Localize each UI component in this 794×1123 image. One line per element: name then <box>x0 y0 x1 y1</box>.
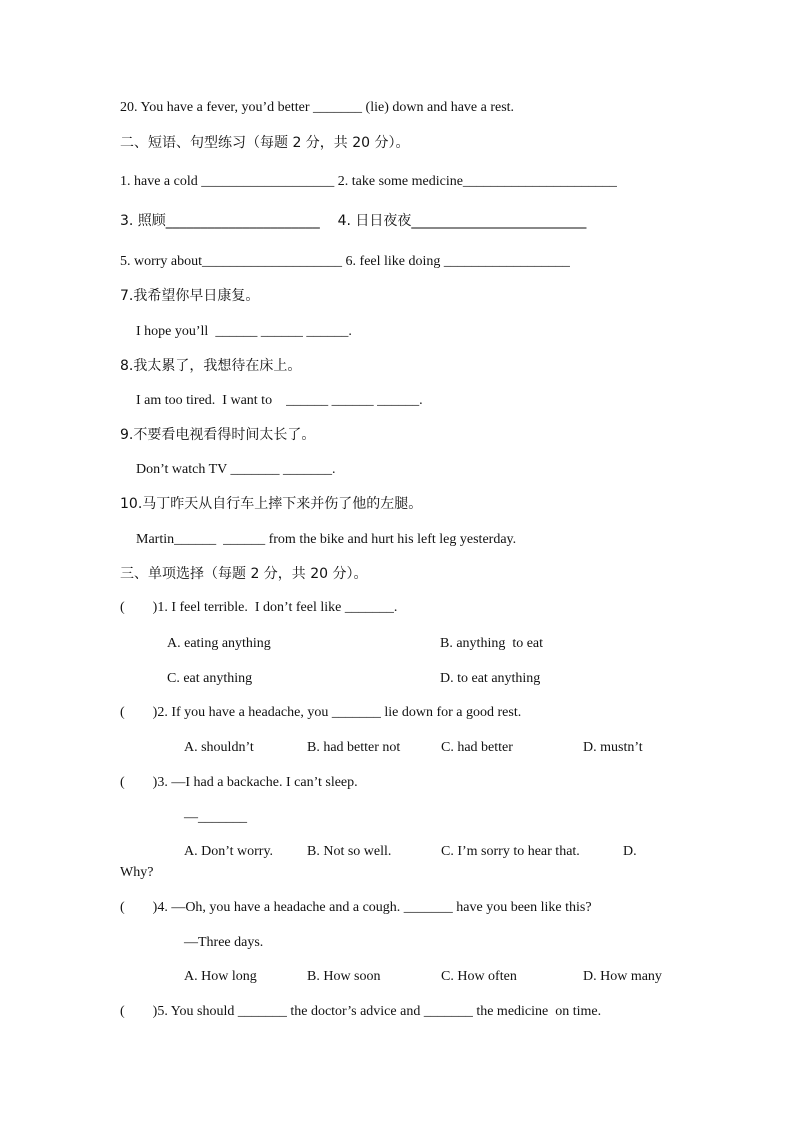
q9-chinese: 9.不要看电视看得时间太长了。 <box>120 427 316 443</box>
q8-english: I am too tired. I want to ______ ______ ______. <box>136 393 423 408</box>
mc-q2-option-d: D. mustn’t <box>583 740 643 755</box>
mc-q4-stem: ( )4. —Oh, you have a headache and a cough. _______ have you been like this? <box>120 900 592 915</box>
mc-q3-option-d-continued: Why? <box>120 865 154 880</box>
mc-q1-option-d: D. to eat anything <box>440 671 541 686</box>
phrase-row-3: 5. worry about____________________ 6. feel like doing __________________ <box>120 254 570 269</box>
q9-english: Don’t watch TV _______ _______. <box>136 462 336 477</box>
mc-q2-option-a: A. shouldn’t <box>184 740 254 755</box>
mc-q4-option-b: B. How soon <box>307 969 381 984</box>
mc-q1-stem: ( )1. I feel terrible. I don’t feel like _______. <box>120 600 398 615</box>
section-3-heading: 三、单项选择（每题 2 分，共 20 分）。 <box>120 566 368 582</box>
q7-chinese: 7.我希望你早日康复。 <box>120 288 260 304</box>
mc-q2-option-b: B. had better not <box>307 740 401 755</box>
mc-q4-option-d: D. How many <box>583 969 662 984</box>
mc-q4-option-c: C. How often <box>441 969 517 984</box>
mc-q3-option-c: C. I’m sorry to hear that. <box>441 844 580 859</box>
section-2-heading: 二、短语、句型练习（每题 2 分，共 20 分）。 <box>120 135 410 151</box>
mc-q4-reply: —Three days. <box>184 935 264 950</box>
phrase-row-1: 1. have a cold ___________________ 2. take some medicine______________________ <box>120 174 617 189</box>
mc-q5-stem: ( )5. You should _______ the doctor’s advice and _______ the medicine on time. <box>120 1004 602 1019</box>
mc-q3-option-b: B. Not so well. <box>307 844 392 859</box>
mc-q4-option-a: A. How long <box>184 969 257 984</box>
mc-q3-option-d: D. <box>623 844 637 859</box>
mc-q3-option-a: A. Don’t worry. <box>184 844 274 859</box>
mc-q1-option-a: A. eating anything <box>167 636 271 651</box>
q10-english: Martin______ ______ from the bike and hurt his left leg yesterday. <box>136 532 517 547</box>
q10-chinese: 10.马丁昨天从自行车上摔下来并伤了他的左腿。 <box>120 496 423 512</box>
phrase-row-2: 3. 照顾______________________ 4. 日日夜夜_________________________ <box>120 213 587 229</box>
mc-q2-stem: ( )2. If you have a headache, you _______ lie down for a good rest. <box>120 705 522 720</box>
question-20: 20. You have a fever, you’d better _______ (lie) down and have a rest. <box>120 100 515 115</box>
mc-q1-option-b: B. anything to eat <box>440 636 544 651</box>
mc-q3-reply: —_______ <box>184 810 247 825</box>
mc-q2-option-c: C. had better <box>441 740 513 755</box>
q8-chinese: 8.我太累了，我想待在床上。 <box>120 358 302 374</box>
mc-q1-option-c: C. eat anything <box>167 671 253 686</box>
q7-english: I hope you’ll ______ ______ ______. <box>136 324 352 339</box>
mc-q3-stem: ( )3. —I had a backache. I can’t sleep. <box>120 775 358 790</box>
